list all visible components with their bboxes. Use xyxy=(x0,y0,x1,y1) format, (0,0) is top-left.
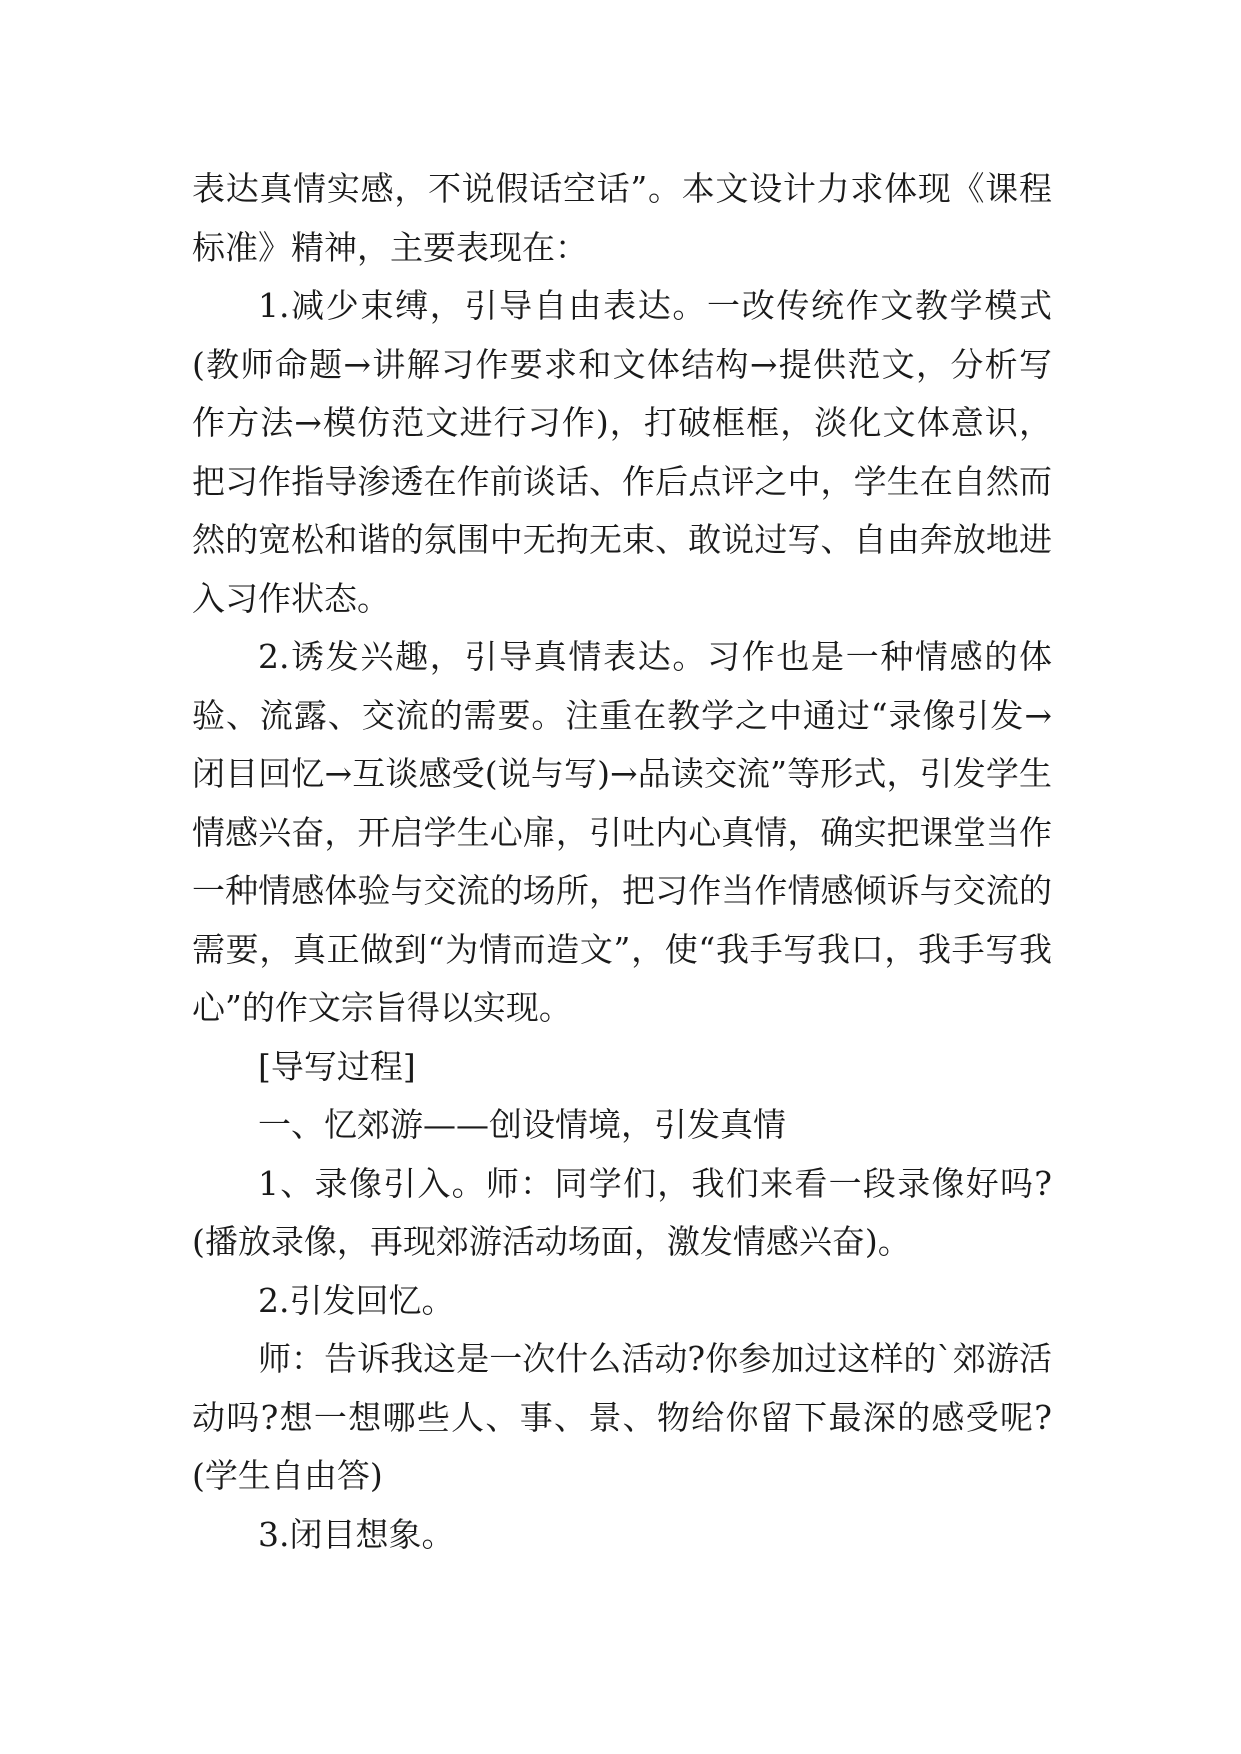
teacher-question: 师：告诉我这是一次什么活动?你参加过这样的`郊游活动吗?想一想哪些人、事、景、物给你留下最深的感受呢?(学生自由答) xyxy=(192,1339,1052,1495)
step-imagine: 3.闭目想象。 xyxy=(258,1514,455,1554)
document-body xyxy=(192,160,1052,1564)
section-heading-process: [导写过程] xyxy=(258,1046,416,1086)
paragraph-continuation: 表达真情实感，不说假话空话”。本文设计力求体现《课程标准》精神，主要表现在： xyxy=(192,169,1052,267)
paragraph-point-2: 2.诱发兴趣，引导真情表达。习作也是一种情感的体验、流露、交流的需要。注重在教学之中通过“录像引发→闭目回忆→互谈感受(说与写)→品读交流”等形式，引发学生情感兴奋，开启学生心扉，引吐内心真情，确实把课堂当作一种情感体验与交流的场所，把习作当作情感倾诉与交流的需要，真正做到“为情而造文”，使“我手写我口，我手写我心”的作文宗旨得以实现。 xyxy=(192,637,1052,1027)
step-video-intro: 1、录像引入。师：同学们，我们来看一段录像好吗?(播放录像，再现郊游活动场面，激发情感兴奋)。 xyxy=(192,1163,1052,1261)
paragraph-point-1: 1.减少束缚，引导自由表达。一改传统作文教学模式(教师命题→讲解习作要求和文体结构→提供范文，分析写作方法→模仿范文进行习作)，打破框框，淡化文体意识，把习作指导渗透在作前谈话、作后点评之中，学生在自然而然的宽松和谐的氛围中无拘无束、敢说过写、自由奔放地进入习作状态。 xyxy=(192,286,1052,618)
subsection-heading-1: 一、忆郊游——创设情境，引发真情 xyxy=(258,1105,786,1144)
step-recall: 2.引发回忆。 xyxy=(258,1280,455,1320)
